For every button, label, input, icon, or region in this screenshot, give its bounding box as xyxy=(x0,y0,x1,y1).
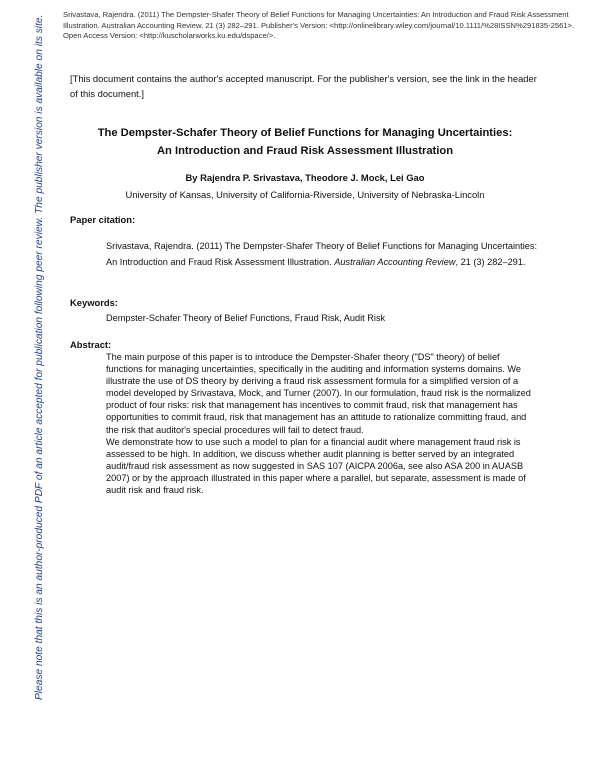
author-names: By Rajendra P. Srivastava, Theodore J. Mock, Lei Gao xyxy=(185,172,425,183)
citation-prefix: Srivastava, Rajendra. (2011) The Dempster-Shafer Theory of Belief Functions for Managing Uncertainties: An Introduction and Fraud Risk Assessment Illustration. xyxy=(106,241,537,267)
title-line-1: The Dempster-Schafer Theory of Belief Functions for Managing Uncertainties: xyxy=(97,127,513,139)
paper-title xyxy=(60,124,550,160)
author-block xyxy=(60,169,550,203)
citation-journal: Australian Accounting Review xyxy=(334,257,456,267)
abstract-paragraph-2: We demonstrate how to use such a model to plan for a financial audit where management fraud risk is assessed to be high. In addition, we discuss whether audit planning is better served by an integrated audit/fraud risk assessment as now suggested in SAS 107 (AICPA 2006a, see also ASA 200 in AUASB 2007) or by the approach illustrated in this paper where a parallel, but separate, assessment is made of audit risk and fraud risk. xyxy=(106,436,526,496)
peer-review-side-note: Please note that this is an author-produced PDF of an article accepted for publication following peer review. The publisher version is available on its site. xyxy=(34,14,45,700)
publisher-header-note: Srivastava, Rajendra. (2011) The Dempster-Shafer Theory of Belief Functions for Managing Uncertainties: An Introduction and Fraud Risk Assessment Illustration. Australian Accounting Review, 21 (3) 282–291. Publisher's Version: <http://onlinelibrary.wiley.com/journal/10.1111/%28ISSN%291835-2561>. Open Access Version: <http://kuscholarworks.ku.edu/dspace/>. xyxy=(63,10,575,40)
manuscript-notice: [This document contains the author's accepted manuscript. For the publisher's version, see the link in the header of this document.] xyxy=(70,73,537,99)
citation-suffix: , 21 (3) 282–291. xyxy=(455,257,526,267)
citation-label: Paper citation: xyxy=(70,214,136,225)
author-affiliations: University of Kansas, University of California-Riverside, University of Nebraska-Lincoln xyxy=(125,189,485,200)
abstract-paragraph-1: The main purpose of this paper is to introduce the Dempster-Shafer theory ("DS" theory) of belief functions for managing uncertainties, specifically in the auditing and information systems domains. We illustrate the use of DS theory by deriving a fraud risk assessment formula for a simplified version of a model developed by Srivastava, Mock, and Turner (2007). In our formulation, fraud risk is the normalized product of four risks: risk that management has incentives to commit fraud, risk that management has opportunities to commit fraud, risk that management has an attitude to rationalize committing fraud, and the risk that auditor's special procedures will fail to detect fraud. xyxy=(106,352,531,435)
keywords-label: Keywords: xyxy=(70,297,118,308)
citation-text xyxy=(106,238,538,270)
title-line-2: An Introduction and Fraud Risk Assessment Illustration xyxy=(156,145,454,157)
abstract-body xyxy=(106,351,538,496)
keywords-text: Dempster-Schafer Theory of Belief Functions, Fraud Risk, Audit Risk xyxy=(106,313,386,323)
abstract-label: Abstract: xyxy=(70,339,112,350)
